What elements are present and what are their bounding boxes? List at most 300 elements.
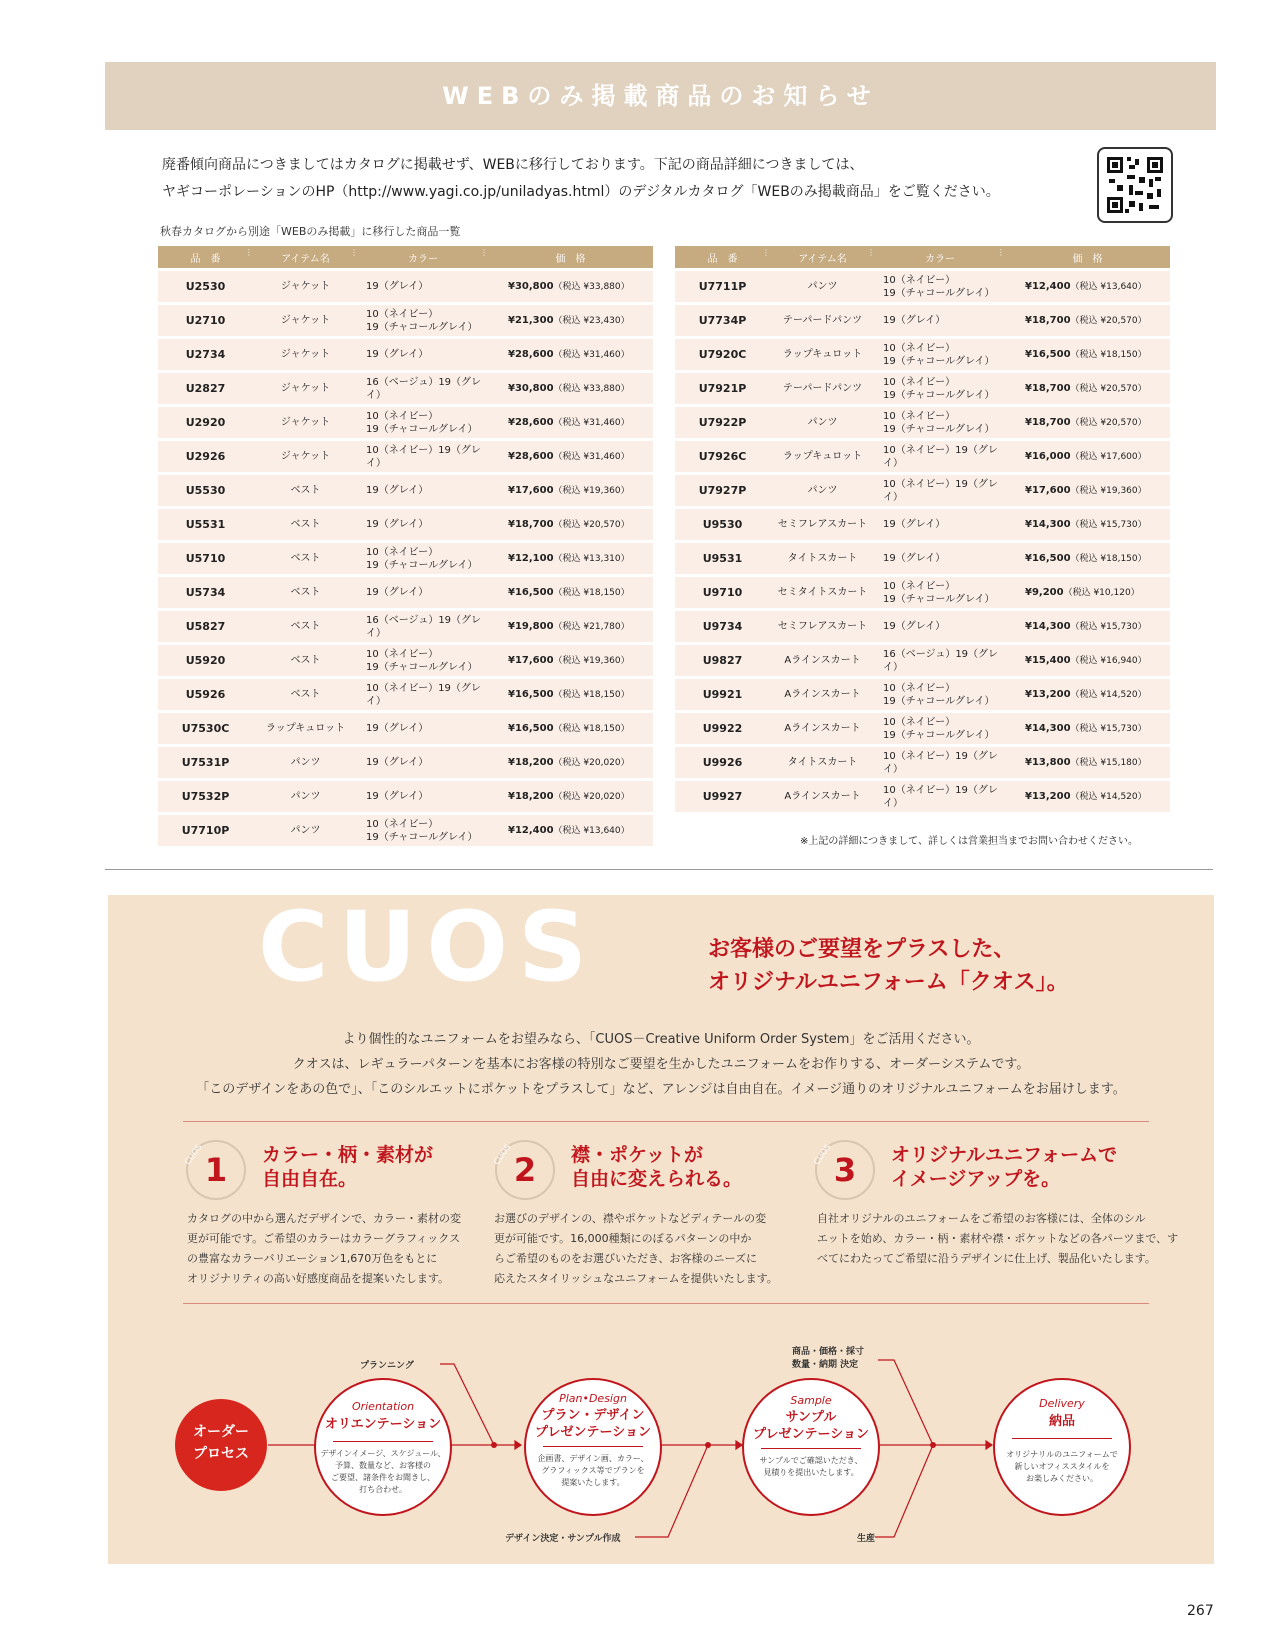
color-line-2: 19（チャコールグレイ） xyxy=(366,661,478,673)
item-name: タイトスカート xyxy=(770,543,875,574)
price-cell xyxy=(488,679,653,710)
price-tax: （税込 ¥31,460） xyxy=(553,417,630,428)
color-line-1: 10（ネイビー） xyxy=(366,546,439,558)
price: ¥18,200 xyxy=(508,756,554,768)
product-code: U9927 xyxy=(675,781,770,812)
price: ¥16,500 xyxy=(1025,348,1071,360)
price: ¥17,600 xyxy=(508,484,554,496)
price: ¥18,700 xyxy=(1025,382,1071,394)
color-line-2: 19（チャコールグレイ） xyxy=(883,355,995,367)
color-cell xyxy=(875,577,1005,608)
item-name: パンツ xyxy=(253,747,358,778)
table-row xyxy=(675,713,1170,744)
product-code: U9922 xyxy=(675,713,770,744)
price-cell xyxy=(1005,271,1170,302)
price-tax: （税込 ¥23,430） xyxy=(553,315,630,326)
product-code: U2920 xyxy=(158,407,253,438)
price: ¥14,300 xyxy=(1025,722,1071,734)
page-number: 267 xyxy=(1187,1603,1214,1619)
product-code: U2926 xyxy=(158,441,253,472)
product-code: U5920 xyxy=(158,645,253,676)
product-code: U9926 xyxy=(675,747,770,778)
price-cell xyxy=(488,713,653,744)
table-row xyxy=(158,407,653,438)
color-line-1: 10（ネイビー） xyxy=(883,682,956,694)
color-line-1: 10（ネイビー） xyxy=(366,410,439,422)
qr-code-icon[interactable] xyxy=(1097,147,1173,223)
item-name: テーパードパンツ xyxy=(770,305,875,336)
feature-1-title-1: カラー・柄・素材が xyxy=(262,1144,434,1166)
price-cell xyxy=(1005,475,1170,506)
feature-rule-top xyxy=(183,1121,1149,1122)
price: ¥13,200 xyxy=(1025,688,1071,700)
price-cell xyxy=(1005,305,1170,336)
price-tax: （税込 ¥10,120） xyxy=(1063,587,1140,598)
item-name: Aラインスカート xyxy=(770,713,875,744)
price: ¥30,800 xyxy=(508,382,554,394)
color-line-1: 19（グレイ） xyxy=(883,519,946,530)
cuos-headline-2: オリジナルユニフォーム「クオス」。 xyxy=(708,970,1069,995)
color-line-1: 19（グレイ） xyxy=(366,587,429,598)
price-tax: （税込 ¥21,780） xyxy=(553,621,630,632)
price-cell xyxy=(1005,611,1170,642)
price: ¥16,000 xyxy=(1025,450,1071,462)
table-row xyxy=(158,713,653,744)
label-decision-1: 商品・価格・採寸 xyxy=(792,1347,865,1357)
table-row xyxy=(158,271,653,302)
price-tax: （税込 ¥19,360） xyxy=(553,485,630,496)
product-code: U2530 xyxy=(158,271,253,302)
price-cell xyxy=(488,407,653,438)
color-cell xyxy=(875,747,1005,778)
color-line-1: 19（グレイ） xyxy=(366,349,429,360)
price-cell xyxy=(488,611,653,642)
table-row xyxy=(675,611,1170,642)
color-cell xyxy=(358,509,488,540)
product-code: U9710 xyxy=(675,577,770,608)
col-header-price: 価 格 xyxy=(488,246,653,268)
price: ¥28,600 xyxy=(508,416,554,428)
color-cell xyxy=(875,645,1005,676)
stage-4-rule xyxy=(1012,1438,1112,1439)
table-row xyxy=(675,339,1170,370)
stage-1-rule xyxy=(333,1441,433,1442)
color-line-2: 19（チャコールグレイ） xyxy=(883,423,995,435)
price: ¥16,500 xyxy=(508,722,554,734)
item-name: パンツ xyxy=(253,815,358,846)
price-cell xyxy=(488,509,653,540)
color-cell xyxy=(358,339,488,370)
price-cell xyxy=(488,271,653,302)
table-row xyxy=(675,475,1170,506)
price-cell xyxy=(1005,577,1170,608)
product-code: U7927P xyxy=(675,475,770,506)
feature-2-number: 2 xyxy=(513,1151,537,1189)
price: ¥28,600 xyxy=(508,348,554,360)
color-cell xyxy=(875,441,1005,472)
table-row xyxy=(158,611,653,642)
table-row xyxy=(158,373,653,404)
item-name: セミフレアスカート xyxy=(770,611,875,642)
color-line-1: 19（グレイ） xyxy=(366,791,429,802)
feature-2-title-1: 襟・ポケットが xyxy=(571,1144,704,1166)
table-row xyxy=(675,679,1170,710)
table-row xyxy=(158,747,653,778)
color-cell xyxy=(358,611,488,642)
item-name: ラップキュロット xyxy=(770,339,875,370)
item-name: ベスト xyxy=(253,645,358,676)
color-line-1: 10（ネイビー） xyxy=(366,308,439,320)
color-line-1: 19（グレイ） xyxy=(883,553,946,564)
color-cell xyxy=(358,645,488,676)
color-cell xyxy=(875,679,1005,710)
color-line-1: 10（ネイビー）19（グレイ） xyxy=(883,784,998,809)
table-row xyxy=(675,271,1170,302)
price: ¥12,100 xyxy=(508,552,554,564)
col-header-code: 品 番 ⋮ xyxy=(158,246,253,268)
price-tax: （税込 ¥31,460） xyxy=(553,349,630,360)
table-row xyxy=(158,543,653,574)
stage-4-en: Delivery xyxy=(1039,1397,1085,1410)
stage-2-en: Plan•Design xyxy=(559,1392,627,1405)
price-tax: （税込 ¥20,570） xyxy=(1070,315,1147,326)
price-cell xyxy=(1005,747,1170,778)
item-name: ジャケット xyxy=(253,305,358,336)
color-cell xyxy=(875,509,1005,540)
price-cell xyxy=(488,543,653,574)
cuos-desc-1: より個性的なユニフォームをお望みなら、「CUOS－Creative Uniform Order System」をご活用ください。 xyxy=(342,1032,980,1047)
label-decision-2: 数量・納期 決定 xyxy=(792,1360,859,1370)
item-name: ベスト xyxy=(253,543,358,574)
feature-2-body: お選びのデザインの、襟やポケットなどディテールの変 更が可能です。16,000種類にのぼるパターンの中か らご希望のものをお選びいただき、お客様のニーズに 応えたスタイリッシュなユニフォームを提供いたします。 xyxy=(494,1212,778,1285)
label-planning: プランニング xyxy=(360,1361,414,1371)
product-code: U5827 xyxy=(158,611,253,642)
price-tax: （税込 ¥13,310） xyxy=(553,553,630,564)
color-line-2: 19（チャコールグレイ） xyxy=(883,389,995,401)
item-name: ジャケット xyxy=(253,373,358,404)
item-name: ジャケット xyxy=(253,339,358,370)
color-line-1: 19（グレイ） xyxy=(366,723,429,734)
price-tax: （税込 ¥31,460） xyxy=(553,451,630,462)
col-header-color: カラー ⋮ xyxy=(875,246,1005,268)
label-production: 生産 xyxy=(857,1534,876,1544)
table-row xyxy=(158,509,653,540)
color-cell xyxy=(358,747,488,778)
table-row xyxy=(675,645,1170,676)
table-caption: 秋春カタログから別途「WEBのみ掲載」に移行した商品一覧 xyxy=(160,225,461,238)
feature-3-body: 自社オリジナルのユニフォームをご希望のお客様には、全体のシル エットを始め、カラー・柄・素材や襟・ポケットなどの各パーツまで、す べてにわたってご希望に沿うデザインに仕上げ、製品化いたします。 xyxy=(817,1212,1179,1265)
item-name: パンツ xyxy=(253,781,358,812)
table-row xyxy=(675,441,1170,472)
price-tax: （税込 ¥14,520） xyxy=(1070,689,1147,700)
item-name: ベスト xyxy=(253,611,358,642)
price: ¥16,500 xyxy=(1025,552,1071,564)
color-line-1: 19（グレイ） xyxy=(366,519,429,530)
price: ¥18,200 xyxy=(508,790,554,802)
price-cell xyxy=(1005,509,1170,540)
price: ¥18,700 xyxy=(508,518,554,530)
price: ¥17,600 xyxy=(508,654,554,666)
color-line-1: 10（ネイビー）19（グレイ） xyxy=(366,682,481,707)
item-name: ジャケット xyxy=(253,271,358,302)
price-tax: （税込 ¥19,360） xyxy=(553,655,630,666)
price: ¥30,800 xyxy=(508,280,554,292)
product-code: U5710 xyxy=(158,543,253,574)
table-row xyxy=(675,373,1170,404)
price-cell xyxy=(1005,781,1170,812)
color-line-1: 10（ネイビー）19（グレイ） xyxy=(366,444,481,469)
item-name: ジャケット xyxy=(253,407,358,438)
table-row xyxy=(158,305,653,336)
price-tax: （税込 ¥20,570） xyxy=(1070,383,1147,394)
feature-1-badge-text: CUOS xyxy=(183,1142,204,1167)
color-line-1: 10（ネイビー）19（グレイ） xyxy=(883,478,998,503)
color-line-1: 10（ネイビー）19（グレイ） xyxy=(883,750,998,775)
price-tax: （税込 ¥18,150） xyxy=(1070,349,1147,360)
product-code: U9827 xyxy=(675,645,770,676)
stage-4-jp: 納品 xyxy=(1048,1414,1075,1429)
cuos-desc-2: クオスは、レギュラーパターンを基本にお客様の特別なご要望を生かしたユニフォームをお作りする、オーダーシステムです。 xyxy=(292,1057,1030,1072)
price-cell xyxy=(1005,441,1170,472)
stage-3-body: サンプルでご確認いただき、 見積りを提出いたします。 xyxy=(759,1456,863,1477)
price-tax: （税込 ¥17,600） xyxy=(1070,451,1147,462)
cuos-desc-3: 「このデザインをあの色で」、「このシルエットにポケットをプラスして」など、アレンジは自由自在。イメージ通りのオリジナルユニフォームをお届けします。 xyxy=(196,1082,1126,1097)
table-row xyxy=(675,509,1170,540)
price-cell xyxy=(488,645,653,676)
item-name: パンツ xyxy=(770,475,875,506)
page-title: WEBのみ掲載商品のお知らせ xyxy=(442,82,879,110)
stage-2-jp-1: プラン・デザイン xyxy=(541,1408,645,1423)
price-tax: （税込 ¥19,360） xyxy=(1070,485,1147,496)
stage-1-jp: オリエンテーション xyxy=(324,1417,442,1432)
color-cell xyxy=(358,713,488,744)
table-row xyxy=(675,747,1170,778)
product-code: U7920C xyxy=(675,339,770,370)
color-cell xyxy=(358,781,488,812)
item-name: ベスト xyxy=(253,577,358,608)
price-cell xyxy=(1005,645,1170,676)
feature-1-number: 1 xyxy=(204,1151,228,1189)
color-cell xyxy=(358,679,488,710)
price-cell xyxy=(488,781,653,812)
table-row xyxy=(158,781,653,812)
price-cell xyxy=(1005,543,1170,574)
col-header-item: アイテム名 ⋮ xyxy=(253,246,358,268)
price-tax: （税込 ¥15,730） xyxy=(1070,621,1147,632)
item-name: Aラインスカート xyxy=(770,645,875,676)
color-line-2: 19（チャコールグレイ） xyxy=(366,423,478,435)
price-tax: （税込 ¥13,640） xyxy=(553,825,630,836)
table-row xyxy=(158,645,653,676)
item-name: タイトスカート xyxy=(770,747,875,778)
section-divider xyxy=(105,869,1213,870)
stage-3-rule xyxy=(761,1448,861,1449)
product-code: U9921 xyxy=(675,679,770,710)
price-tax: （税込 ¥33,880） xyxy=(553,281,630,292)
order-process-label-2: プロセス xyxy=(193,1446,249,1462)
color-line-1: 10（ネイビー）19（グレイ） xyxy=(883,444,998,469)
price: ¥18,700 xyxy=(1025,416,1071,428)
color-cell xyxy=(875,271,1005,302)
cuos-headline-1: お客様のご要望をプラスした、 xyxy=(708,937,1016,962)
color-line-1: 19（グレイ） xyxy=(366,485,429,496)
intro-text-line1: 廃番傾向商品につきましてはカタログに掲載せず、WEBに移行しております。下記の商品詳細につきましては、 xyxy=(162,157,864,173)
price-cell xyxy=(1005,373,1170,404)
product-code: U7926C xyxy=(675,441,770,472)
color-cell xyxy=(875,339,1005,370)
price-tax: （税込 ¥18,150） xyxy=(553,587,630,598)
color-cell xyxy=(875,543,1005,574)
color-cell xyxy=(358,407,488,438)
product-table-right xyxy=(675,243,1170,815)
stage-2-jp-2: プレゼンテーション xyxy=(535,1425,651,1440)
table-row xyxy=(675,407,1170,438)
price-tax: （税込 ¥20,020） xyxy=(553,757,630,768)
item-name: セミフレアスカート xyxy=(770,509,875,540)
col-header-code: 品 番 ⋮ xyxy=(675,246,770,268)
feature-2-badge-text: CUOS xyxy=(492,1142,513,1167)
label-design-decision: デザイン決定・サンプル作成 xyxy=(505,1534,621,1544)
price: ¥21,300 xyxy=(508,314,554,326)
item-name: ラップキュロット xyxy=(253,713,358,744)
price-cell xyxy=(488,373,653,404)
color-line-1: 10（ネイビー） xyxy=(883,580,956,592)
item-name: パンツ xyxy=(770,407,875,438)
color-line-2: 19（チャコールグレイ） xyxy=(366,831,478,843)
price: ¥16,500 xyxy=(508,586,554,598)
table-row xyxy=(158,441,653,472)
feature-3-title-1: オリジナルユニフォームで xyxy=(891,1144,1118,1166)
color-line-1: 10（ネイビー） xyxy=(366,818,439,830)
color-cell xyxy=(358,373,488,404)
item-name: セミタイトスカート xyxy=(770,577,875,608)
product-code: U7921P xyxy=(675,373,770,404)
price-cell xyxy=(488,577,653,608)
table-header-row xyxy=(158,246,653,268)
color-cell xyxy=(358,271,488,302)
feature-3-number: 3 xyxy=(833,1151,857,1189)
product-code: U7532P xyxy=(158,781,253,812)
price-tax: （税込 ¥13,640） xyxy=(1070,281,1147,292)
price: ¥14,300 xyxy=(1025,518,1071,530)
price-tax: （税込 ¥15,180） xyxy=(1070,757,1147,768)
stage-4-body: オリジナリルのユニフォームで 新しいオフィススタイルを お楽しみください。 xyxy=(1006,1450,1118,1483)
price-cell xyxy=(1005,679,1170,710)
intro-text-line2[interactable]: ヤギコーポレーションのHP（http://www.yagi.co.jp/uniladyas.html）のデジタルカタログ「WEBのみ掲載商品」をご覧ください。 xyxy=(162,184,1000,200)
price-cell xyxy=(488,815,653,846)
stage-2-body: 企画書、デザイン画、カラー、 グラフィックス等でプランを 提案いたします。 xyxy=(537,1454,649,1487)
table-row xyxy=(675,781,1170,812)
price-tax: （税込 ¥20,570） xyxy=(1070,417,1147,428)
stage-2-rule xyxy=(543,1446,643,1447)
price-tax: （税込 ¥33,880） xyxy=(553,383,630,394)
table-row xyxy=(675,577,1170,608)
table-row xyxy=(158,679,653,710)
price-tax: （税込 ¥20,570） xyxy=(553,519,630,530)
feature-2-title-2: 自由に変えられる。 xyxy=(571,1168,743,1190)
price-cell xyxy=(1005,407,1170,438)
item-name: ベスト xyxy=(253,475,358,506)
price: ¥13,800 xyxy=(1025,756,1071,768)
feature-3-title-2: イメージアップを。 xyxy=(891,1168,1061,1190)
price-cell xyxy=(1005,713,1170,744)
table-row xyxy=(158,475,653,506)
color-cell xyxy=(358,305,488,336)
price-tax: （税込 ¥20,020） xyxy=(553,791,630,802)
feature-1-body: カタログの中から選んだデザインで、カラー・素材の変 更が可能です。ご希望のカラーはカラーグラフィックス の豊富なカラーバリエーション1,670万色をもとに オリジナリティの高い好感度商品を提案いたします。 xyxy=(187,1212,462,1285)
stage-3-jp-1: サンプル xyxy=(785,1410,837,1425)
price-tax: （税込 ¥18,150） xyxy=(1070,553,1147,564)
color-cell xyxy=(875,713,1005,744)
product-code: U9734 xyxy=(675,611,770,642)
stage-3-jp-2: プレゼンテーション xyxy=(753,1427,869,1442)
color-line-1: 16（ベージュ）19（グレイ） xyxy=(883,648,999,673)
product-code: U2827 xyxy=(158,373,253,404)
stage-3-en: Sample xyxy=(790,1394,832,1407)
price-tax: （税込 ¥18,150） xyxy=(553,689,630,700)
item-name: ベスト xyxy=(253,509,358,540)
price: ¥13,200 xyxy=(1025,790,1071,802)
color-cell xyxy=(358,441,488,472)
product-code: U7710P xyxy=(158,815,253,846)
product-code: U7711P xyxy=(675,271,770,302)
product-code: U7531P xyxy=(158,747,253,778)
item-name: ベスト xyxy=(253,679,358,710)
product-code: U7530C xyxy=(158,713,253,744)
col-header-item: アイテム名 ⋮ xyxy=(770,246,875,268)
color-line-1: 10（ネイビー） xyxy=(883,410,956,422)
color-cell xyxy=(875,373,1005,404)
price-cell xyxy=(488,441,653,472)
product-code: U7734P xyxy=(675,305,770,336)
feature-3-badge-text: CUOS xyxy=(812,1142,833,1167)
product-code: U5926 xyxy=(158,679,253,710)
cuos-logo: CUOS xyxy=(258,891,598,1003)
table-row xyxy=(675,305,1170,336)
color-cell xyxy=(358,475,488,506)
product-code: U7922P xyxy=(675,407,770,438)
color-cell xyxy=(358,577,488,608)
color-cell xyxy=(358,815,488,846)
table-row xyxy=(158,577,653,608)
item-name: ラップキュロット xyxy=(770,441,875,472)
product-table-left xyxy=(158,243,653,849)
product-code: U2710 xyxy=(158,305,253,336)
color-cell xyxy=(875,781,1005,812)
color-cell xyxy=(875,611,1005,642)
color-line-2: 19（チャコールグレイ） xyxy=(883,729,995,741)
price-tax: （税込 ¥15,730） xyxy=(1070,519,1147,530)
price-cell xyxy=(488,475,653,506)
color-line-2: 19（チャコールグレイ） xyxy=(883,287,995,299)
item-name: Aラインスカート xyxy=(770,781,875,812)
color-line-1: 19（グレイ） xyxy=(883,315,946,326)
color-line-1: 10（ネイビー） xyxy=(883,376,956,388)
color-line-1: 19（グレイ） xyxy=(883,621,946,632)
table-row xyxy=(158,339,653,370)
price-tax: （税込 ¥14,520） xyxy=(1070,791,1147,802)
color-cell xyxy=(875,407,1005,438)
price: ¥15,400 xyxy=(1025,654,1071,666)
color-line-1: 16（ベージュ）19（グレイ） xyxy=(366,376,482,401)
product-code: U5530 xyxy=(158,475,253,506)
price: ¥9,200 xyxy=(1025,586,1064,598)
color-line-2: 19（チャコールグレイ） xyxy=(366,321,478,333)
order-process-label-1: オーダー xyxy=(193,1424,249,1440)
product-code: U9530 xyxy=(675,509,770,540)
color-line-1: 19（グレイ） xyxy=(366,281,429,292)
color-line-1: 10（ネイビー） xyxy=(883,342,956,354)
